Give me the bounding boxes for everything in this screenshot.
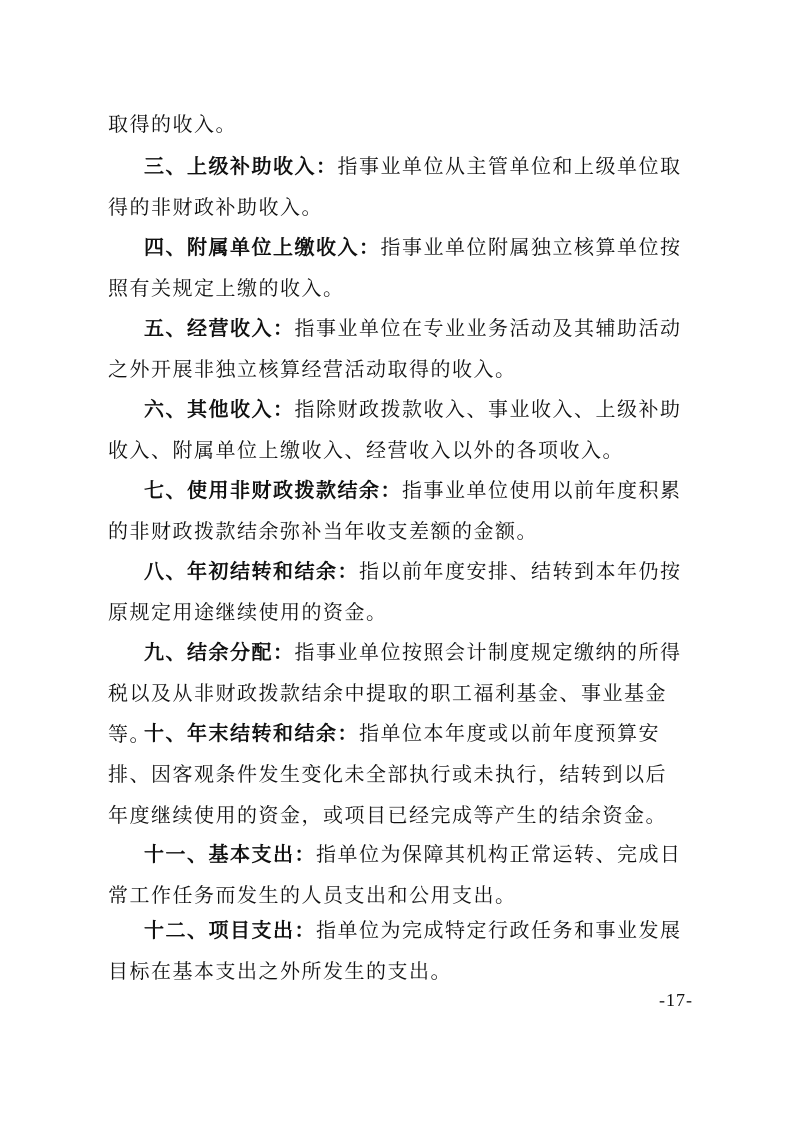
paragraph-closing-carryover (108, 713, 688, 836)
paragraph-text: 指事业单位在专业业务活动及其辅助活动之外开展非独立核算经营活动取得的收入。 (108, 316, 682, 381)
paragraph-text: 指除财政拨款收入、事业收入、上级补助收入、附属单位上缴收入、经营收入以外的各项收入。 (108, 397, 682, 462)
paragraph-basic-expenditure (108, 834, 688, 916)
paragraph-text: 指事业单位从主管单位和上级单位取得的非财政补助收入。 (108, 154, 682, 219)
paragraph-higher-level-subsidy-income (108, 146, 688, 228)
term-heading: 七、使用非财政拨款结余： (144, 478, 402, 502)
term-heading: 十、年末结转和结余： (144, 721, 359, 745)
paragraph-text: 指事业单位按照会计制度规定缴纳的所得税以及从非财政拨款结余中提取的职工福利基金、事业基金等。 (108, 640, 682, 746)
paragraph-project-expenditure (108, 910, 688, 992)
term-heading: 九、结余分配： (144, 640, 295, 664)
paragraph-text: 指单位为保障其机构正常运转、完成日常工作任务而发生的人员支出和公用支出。 (108, 842, 682, 907)
paragraph-text: 指单位本年度或以前年度预算安排、因客观条件发生变化未全部执行或未执行，结转到以后年度继续使用的资金，或项目已经完成等产生的结余资金。 (108, 721, 667, 827)
term-heading: 五、经营收入： (144, 316, 295, 340)
paragraph-text: 指事业单位使用以前年度积累的非财政拨款结余弥补当年收支差额的金额。 (108, 478, 682, 543)
paragraph-non-fiscal-surplus-use (108, 470, 688, 552)
paragraph-business-income (108, 308, 688, 390)
paragraph-opening-carryover (108, 551, 688, 633)
paragraph-text: 指以前年度安排、结转到本年仍按原规定用途继续使用的资金。 (108, 559, 682, 624)
term-heading: 六、其他收入： (144, 397, 295, 421)
term-heading: 四、附属单位上缴收入： (144, 235, 381, 259)
paragraph-text: 指事业单位附属独立核算单位按照有关规定上缴的收入。 (108, 235, 682, 300)
term-heading: 十二、项目支出： (144, 918, 316, 942)
paragraph-affiliated-unit-income (108, 227, 688, 309)
paragraph-continuation (108, 104, 688, 145)
term-heading: 八、年初结转和结余： (144, 559, 359, 583)
paragraph-text: 指单位为完成特定行政任务和事业发展目标在基本支出之外所发生的支出。 (108, 918, 682, 983)
paragraph-other-income (108, 389, 688, 471)
term-heading: 三、上级补助收入： (144, 154, 338, 178)
term-heading: 十一、基本支出： (144, 842, 316, 866)
paragraph-text: 取得的收入。 (108, 112, 237, 136)
page-number: -17- (659, 990, 693, 1010)
